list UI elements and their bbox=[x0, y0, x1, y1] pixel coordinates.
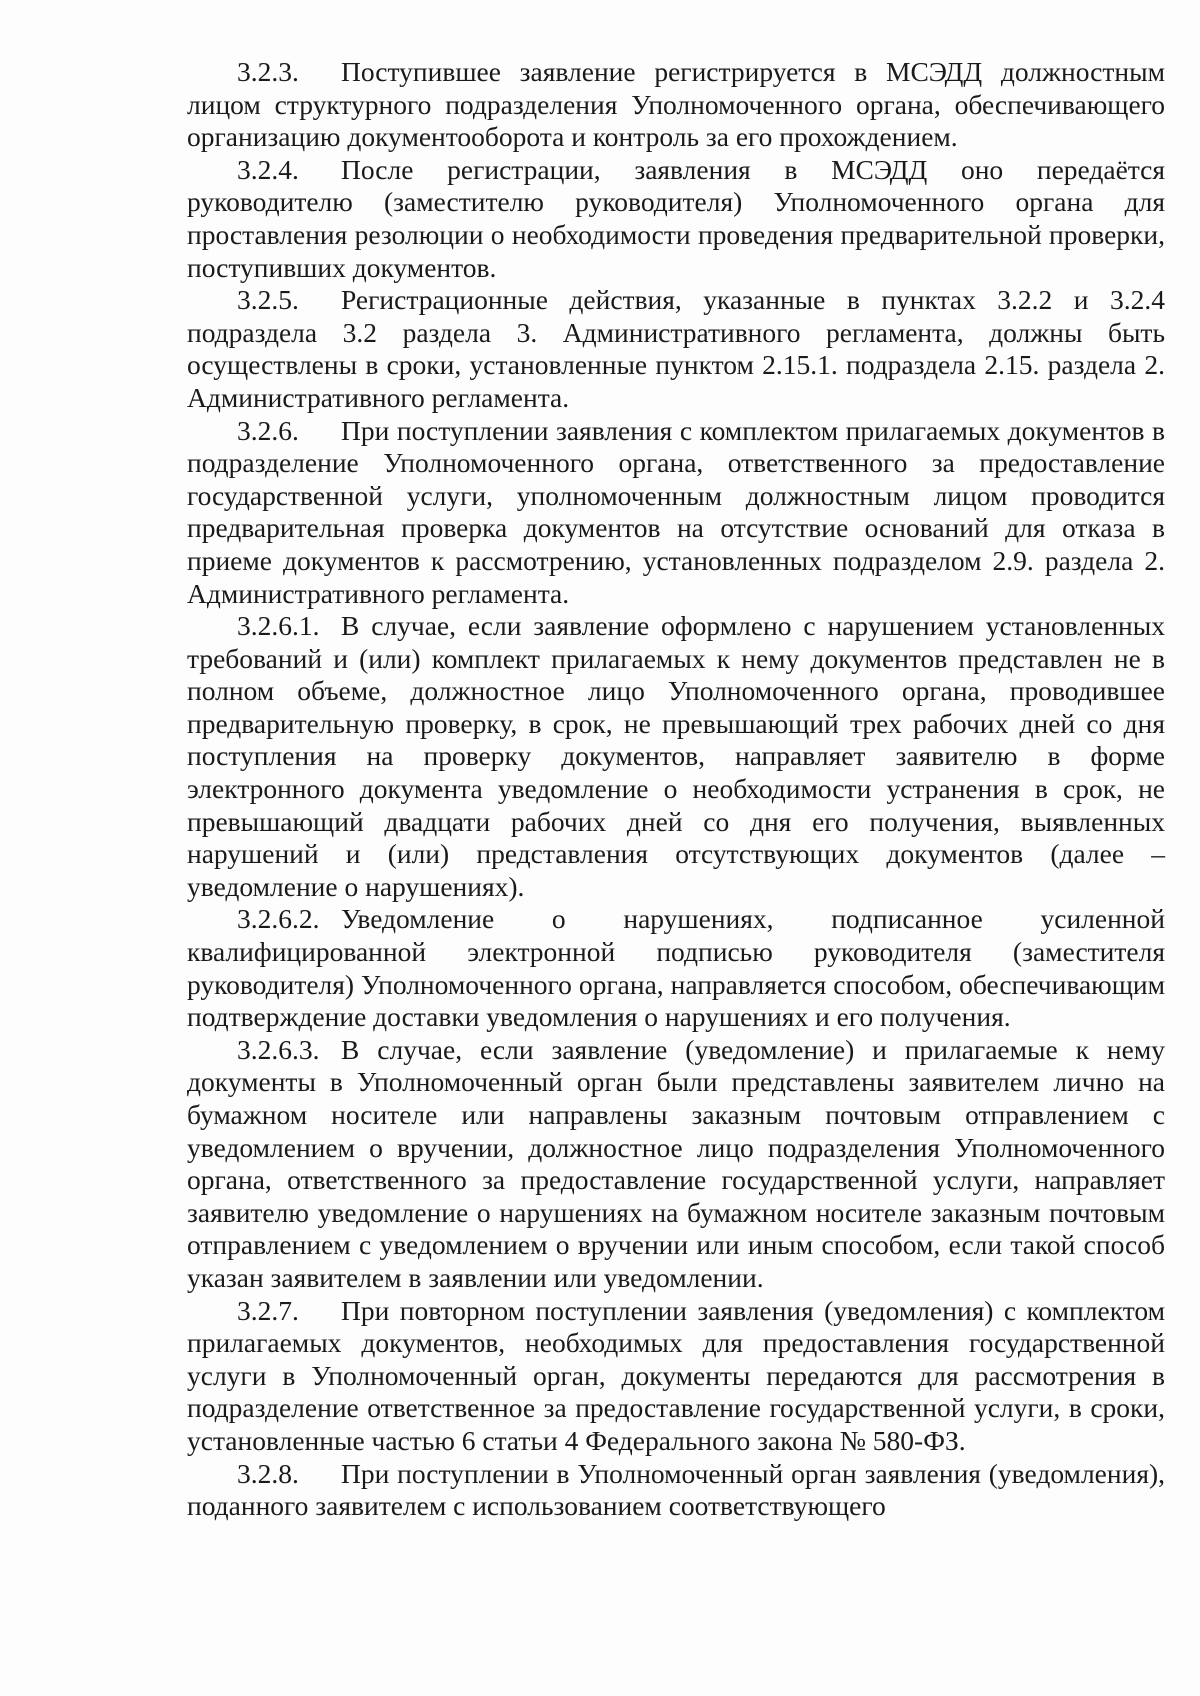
paragraph-number: 3.2.6.1. bbox=[237, 610, 320, 642]
paragraph-number: 3.2.3. bbox=[237, 56, 299, 87]
paragraph-number: 3.2.5. bbox=[237, 284, 299, 316]
paragraph-3-2-8 bbox=[187, 1458, 1165, 1523]
paragraph-3-2-6-1 bbox=[187, 610, 1165, 903]
document-body bbox=[187, 56, 1165, 1523]
paragraph-number: 3.2.4. bbox=[237, 153, 299, 185]
paragraph-3-2-6 bbox=[187, 415, 1165, 611]
paragraph-text: После регистрации, заявления в МСЭДД оно передаётся руководителю (заместителю руководителя) Уполномоченного органа для проставления резолюции о необходимости проведения предварительной проверки, поступивших документов. bbox=[187, 153, 1165, 283]
paragraph-text: В случае, если заявление оформлено с нарушением установленных требований и (или) комплект прилагаемых к нему документов представлен не в полном объеме, должностное лицо Уполномоченного органа, проводившее предварительную проверку, в срок, не превышающий трех рабочих дней со дня поступления на проверку документов, направляет заявителю в форме электронного документа уведомление о необходимости устранения в срок, не превышающий двадцати рабочих дней со дня его получения, выявленных нарушений и (или) представления отсутствующих документов (далее – уведомление о нарушениях). bbox=[187, 610, 1165, 902]
paragraph-text: Поступившее заявление регистрируется в МСЭДД должностным лицом структурного подразделения Уполномоченного органа, обеспечивающего организацию документооборота и контроль за его прохождением. bbox=[187, 56, 1165, 153]
paragraph-number: 3.2.8. bbox=[237, 1457, 299, 1489]
paragraph-3-2-6-3 bbox=[187, 1034, 1165, 1295]
paragraph-text: Уведомление о нарушениях, подписанное усиленной квалифицированной электронной подписью руководителя (заместителя руководителя) Уполномоченного органа, направляется способом, обеспечивающим подтверждение доставки уведомления о нарушениях и его получения. bbox=[187, 903, 1165, 1033]
paragraph-text: При поступлении заявления с комплектом прилагаемых документов в подразделение Уполномоченного органа, ответственного за предоставление государственной услуги, уполномоченным должностным лицом проводится предварительная проверка документов на отсутствие оснований для отказа в приеме документов к рассмотрению, установленных подразделом 2.9. раздела 2. Административного регламента. bbox=[187, 414, 1165, 609]
paragraph-3-2-5 bbox=[187, 284, 1165, 414]
paragraph-text: В случае, если заявление (уведомление) и прилагаемые к нему документы в Уполномоченный орган были представлены заявителем лично на бумажном носителе или направлены заказным почтовым отправлением с уведомлением о вручении, должностное лицо подразделения Уполномоченного органа, ответственного за предоставление государственной услуги, направляет заявителю уведомление о нарушениях на бумажном носителе заказным почтовым отправлением с уведомлением о вручении или иным способом, если такой способ указан заявителем в заявлении или уведомлении. bbox=[187, 1033, 1165, 1293]
paragraph-text: При повторном поступлении заявления (уведомления) с комплектом прилагаемых документов, необходимых для предоставления государственной услуги в Уполномоченный орган, документы передаются для рассмотрения в подразделение ответственное за предоставление государственной услуги, в сроки, установленные частью 6 статьи 4 Федерального закона № 580-ФЗ. bbox=[187, 1294, 1165, 1456]
paragraph-3-2-4 bbox=[187, 154, 1165, 284]
paragraph-3-2-3 bbox=[187, 56, 1165, 154]
paragraph-number: 3.2.7. bbox=[237, 1294, 299, 1326]
paragraph-text: Регистрационные действия, указанные в пунктах 3.2.2 и 3.2.4 подраздела 3.2 раздела 3. Административного регламента, должны быть осуществлены в сроки, установленные пунктом 2.15.1. подраздела 2.15. раздела 2. Административного регламента. bbox=[187, 284, 1165, 413]
paragraph-3-2-6-2 bbox=[187, 903, 1165, 1033]
paragraph-number: 3.2.6.3. bbox=[237, 1033, 320, 1065]
paragraph-text: При поступлении в Уполномоченный орган заявления (уведомления), поданного заявителем с использованием соответствующего bbox=[187, 1457, 1165, 1522]
paragraph-3-2-7 bbox=[187, 1295, 1165, 1458]
paragraph-number: 3.2.6.2. bbox=[237, 903, 320, 935]
paragraph-number: 3.2.6. bbox=[237, 414, 299, 446]
